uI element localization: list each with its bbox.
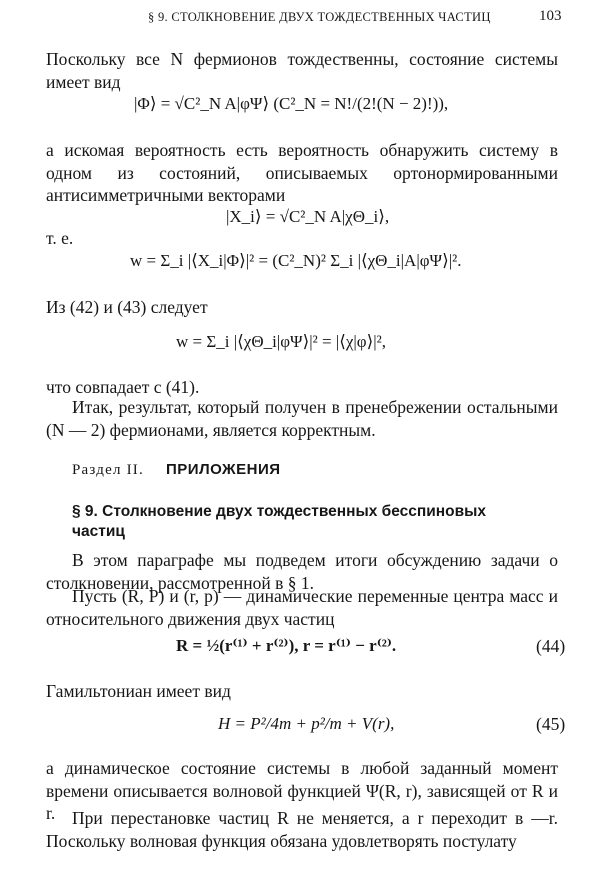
running-title: § 9. СТОЛКНОВЕНИЕ ДВУХ ТОЖДЕСТВЕННЫХ ЧАСТИЦ [148,10,491,24]
equation-w-result: w = Σ_i |⟨χΘ_i|φΨ⟩|² = |⟨χ|φ⟩|², [176,332,386,351]
section-heading: § 9. Столкновение двух тождественных бесспиновых частиц [72,503,487,540]
part-label: Раздел II. [72,462,144,478]
equation-phi-state: |Φ⟩ = √C²_N A|φΨ⟩ (C²_N = N!/(2!(N − 2)!)), [134,94,449,113]
paragraph-variables: Пусть (R, P) и (r, p) — динамические переменные центра масс и относительного движения двух частиц [46,586,558,629]
equation-45-number: (45) [536,714,566,734]
paragraph-wavefunction: а динамическое состояние системы в любой заданный момент времени описывается волновой функцией Ψ(R, r), зависящей от R и r. [46,758,558,823]
paragraph-summary: В этом параграфе мы подведем итоги обсуждению задачи о столкновении, рассмотренной в § 1. [46,550,558,593]
paragraph-coincides: что совпадает с (41). [46,377,200,397]
equation-xi-vectors: |X_i⟩ = √C²_N A|χΘ_i⟩, [226,207,390,226]
paragraph-from-42-43: Из (42) и (43) следует [46,297,208,317]
equation-45: H = P²/4m + p²/m + V(r), [218,714,395,733]
part-title: ПРИЛОЖЕНИЯ [166,461,281,478]
page-number: 103 [539,8,562,24]
equation-44-number: (44) [536,636,566,656]
paragraph-hamiltonian: Гамильтониан имеет вид [46,681,231,701]
paragraph-conclusion: Итак, результат, который получен в пренебрежении остальными (N — 2) фермионами, является корректным. [46,397,558,440]
equation-44: R = ½(r⁽¹⁾ + r⁽²⁾), r = r⁽¹⁾ − r⁽²⁾. [176,636,397,655]
text-i-e: т. е. [46,228,74,248]
paragraph-fermions: Поскольку все N фермионов тождественны, состояние системы имеет вид [46,49,558,92]
paragraph-permutation: При перестановке частиц R не меняется, а r переходит в —r. Поскольку волновая функция обязана удовлетворять постулату [46,808,558,851]
paragraph-probability: а искомая вероятность есть вероятность обнаружить систему в одном из состояний, описываемых ортонормированными антисимметричными векторами [46,140,558,205]
equation-w-sum: w = Σ_i |⟨X_i|Φ⟩|² = (C²_N)² Σ_i |⟨χΘ_i|A|φΨ⟩|². [130,251,462,270]
